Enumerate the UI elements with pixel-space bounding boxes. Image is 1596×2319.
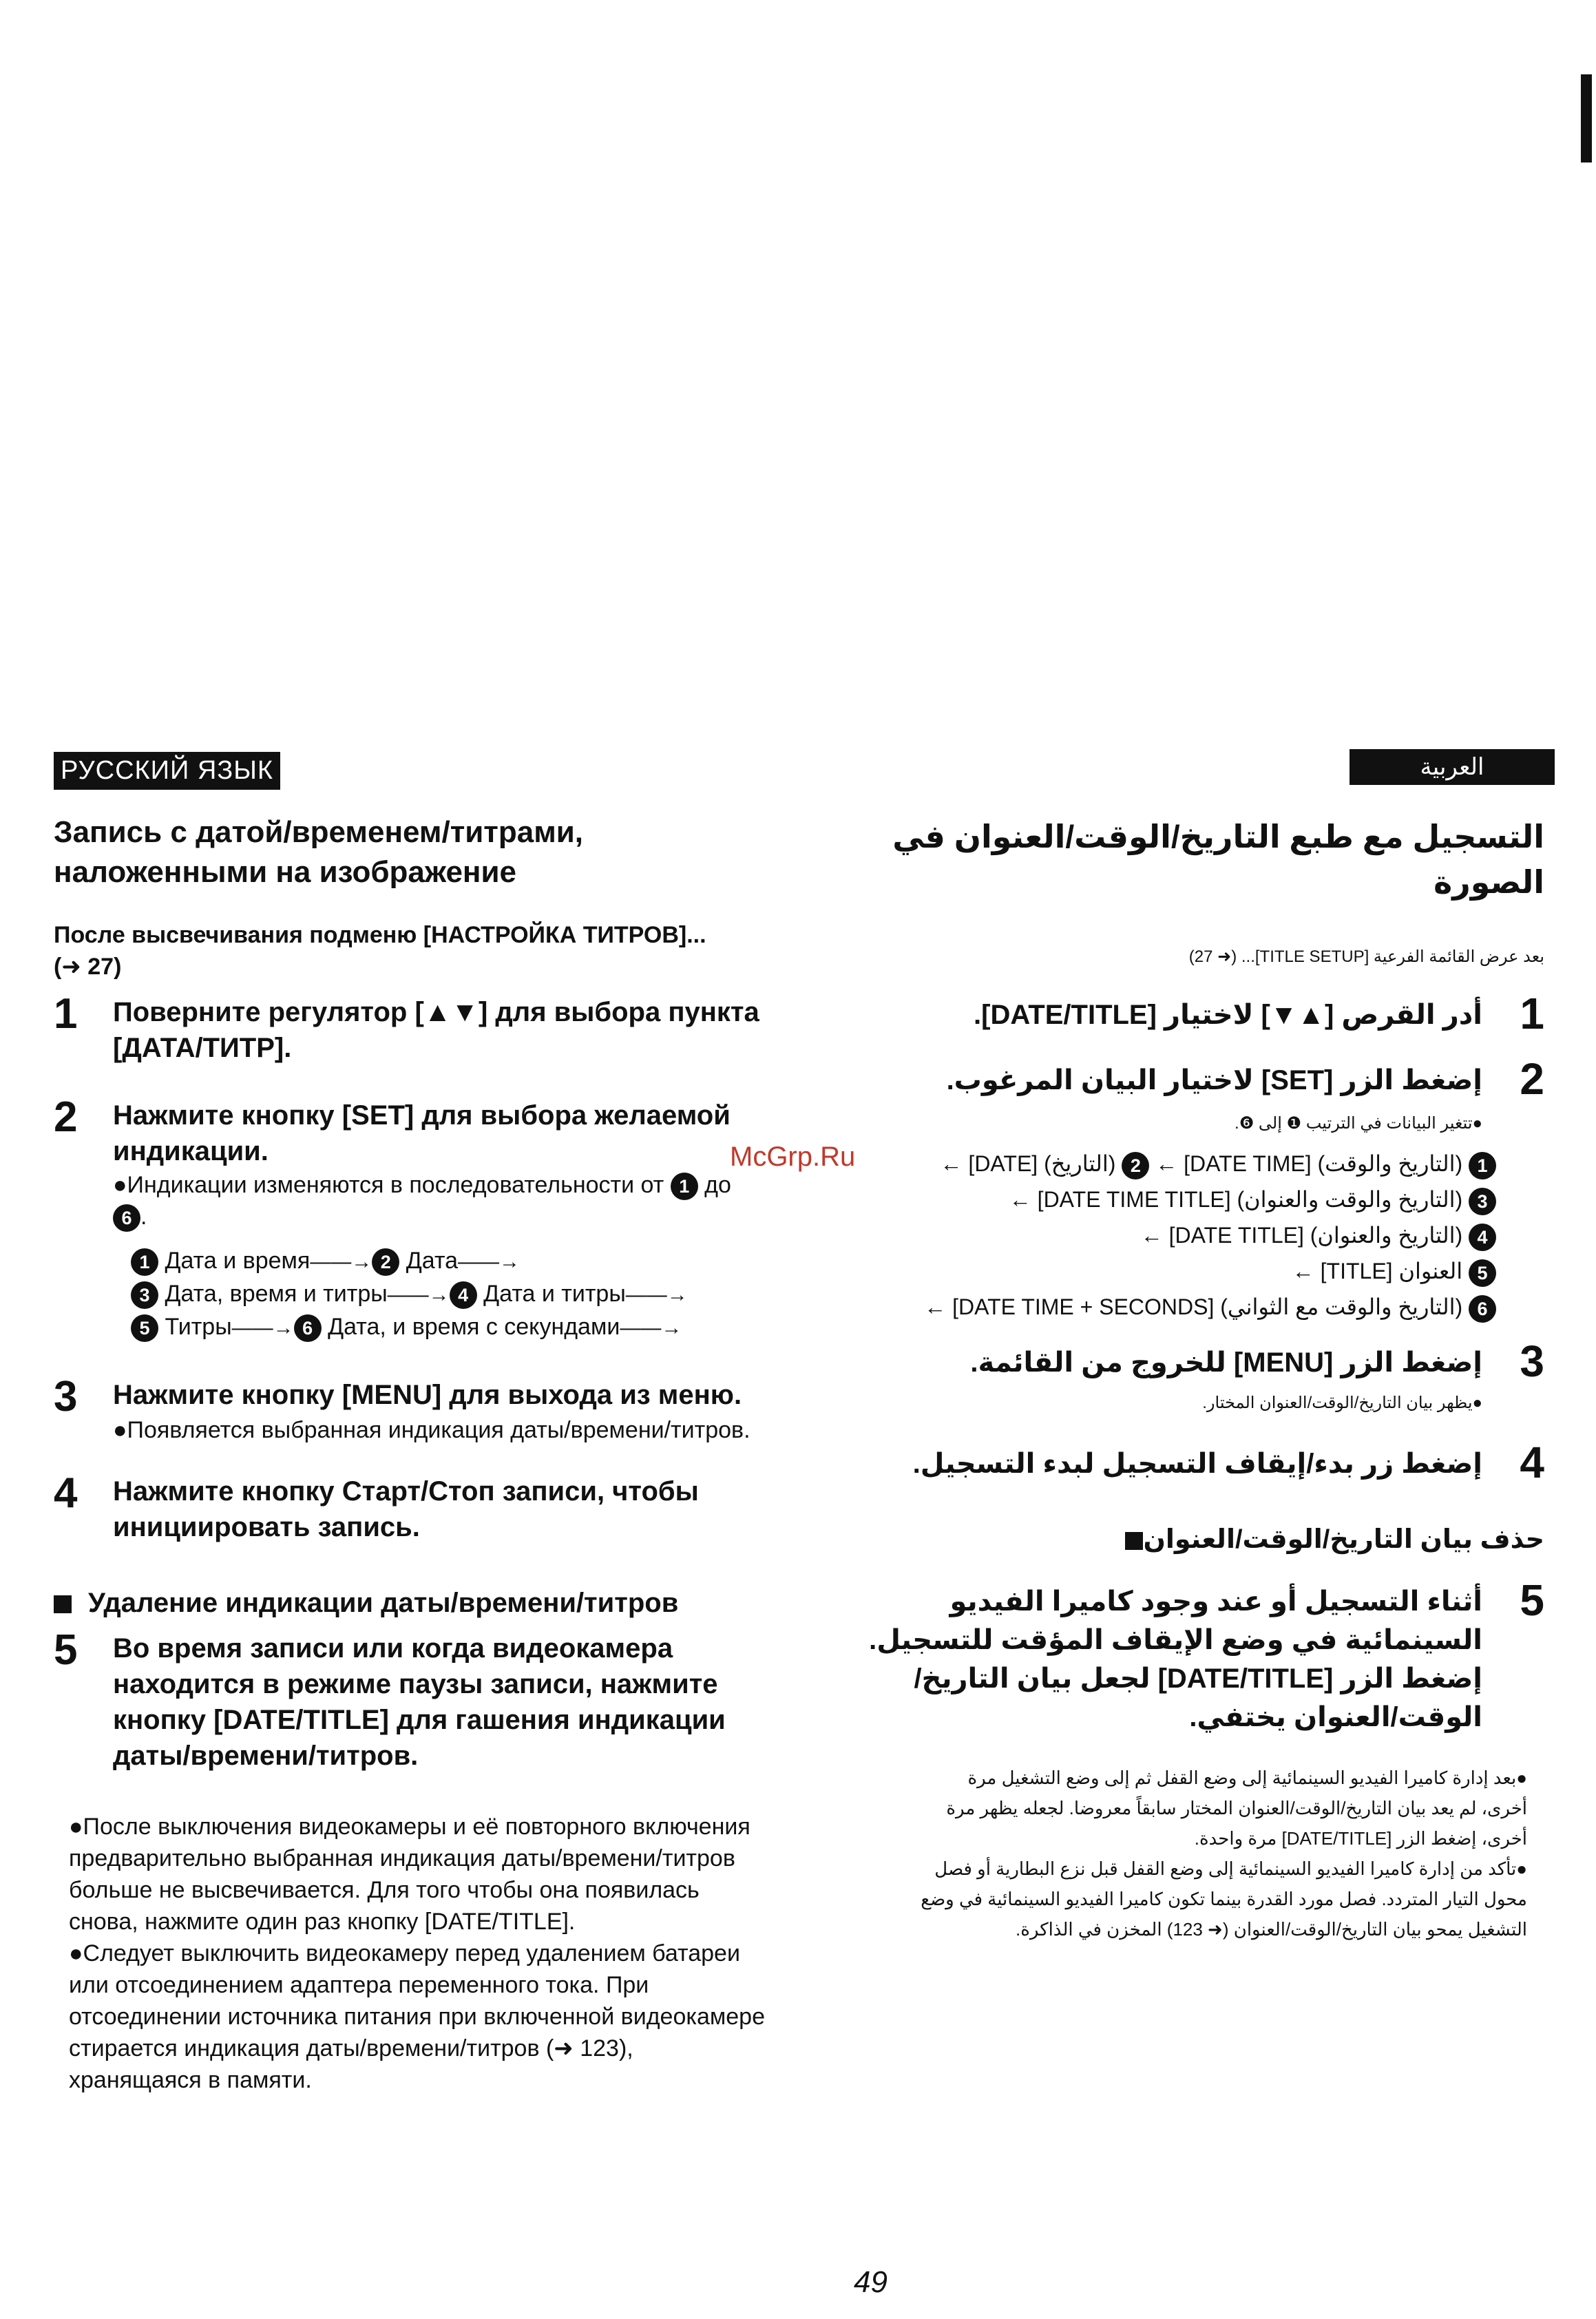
circled-number-icon: 6 [1469,1295,1496,1323]
note-line: или отсоединением адаптера переменного тока. При [69,1972,649,1998]
section-text: حذف بيان التاريخ/الوقت/العنوان [1143,1525,1544,1554]
step-line: Нажмите кнопку [MENU] для выхода из меню. [113,1380,742,1410]
circled-number-icon: 6 [294,1314,322,1342]
step-number: 2 [1520,1054,1544,1104]
note-line: محول التيار المتردد. فصل مورد القدرة بينما تكون كاميرا الفيديو السينمائية في وضع [921,1889,1527,1909]
page-edge-marker [1581,74,1592,162]
sequence-item: Дата [406,1248,459,1274]
step-line: إضغط الزر [DATE/TITLE] لجعل بيان التاريخ/ [914,1664,1482,1694]
step-note [113,1169,870,1232]
ru-title-line: наложенными на изображение [54,855,517,889]
sequence-item: (التاريخ والعنوان) [1310,1223,1463,1248]
step-line: Нажмите кнопку Старт/Стоп записи, чтобы [113,1476,699,1507]
sequence-row [1009,1182,1496,1217]
sequence-item: (التاريخ والوقت مع الثواني) [1220,1294,1463,1319]
sequence-item-en: [DATE TITLE] [1168,1223,1304,1248]
note-line: снова, нажмите один раз кнопку [DATE/TITLE]. [69,1909,576,1935]
ar-subtitle: بعد عرض القائمة الفرعية [TITLE SETUP]... (➜ 27) [1188,947,1544,966]
note-line: التشغيل يمحو بيان التاريخ/الوقت/العنوان (➜ 123) المخزن في الذاكرة. [1016,1919,1527,1940]
step-line: кнопку [DATE/TITLE] для гашения индикации [113,1705,726,1735]
step-line: Во время записи или когда видеокамера [113,1633,673,1664]
circled-number-icon: 5 [131,1314,158,1342]
sequence-item: (التاريخ والوقت) [1317,1151,1463,1176]
step-text [113,994,870,1066]
note-text: ●Индикации изменяются в последовательности от [113,1172,664,1198]
arrow-left-icon: ← [1292,1259,1314,1283]
note-line: أخرى، لم يعد بيان التاريخ/الوقت/العنوان المختار سابقاً معروضا. لجعله يظهر مرة [946,1798,1527,1818]
step-number: 5 [1520,1575,1544,1625]
step-line: инициировать запись. [113,1512,420,1542]
step-number: 3 [1520,1336,1544,1386]
step-line: даты/времени/титров. [113,1741,419,1771]
circled-number-icon: 3 [1469,1188,1496,1215]
arrow-right-icon: ——→ [310,1250,372,1273]
step-number: 3 [54,1373,78,1420]
ar-notes [811,1763,1527,1944]
step-line: أثناء التسجيل أو عند وجود كاميرا الفيديو [949,1586,1482,1617]
sequence-item: Титры [165,1314,232,1340]
note-line: ●После выключения видеокамеры и её повторного включения [69,1814,750,1840]
sequence-item: (التاريخ) [1044,1151,1116,1176]
step-line: Поверните регулятор [▲▼] для выбора пункта [113,997,759,1027]
sequence-row [131,1245,520,1278]
step-line: Нажмите кнопку [SET] для выбора желаемой [113,1100,731,1131]
ru-subtitle [54,919,866,983]
sequence-row [924,1290,1496,1324]
arrow-right-icon: ——→ [620,1316,682,1339]
step-text: إضغط زر بدء/إيقاف التسجيل لبدء التسجيل. [912,1449,1482,1479]
note-text: . [140,1204,147,1230]
ru-subtitle-line: После высвечивания подменю [НАСТРОЙКА ТИТРОВ]... [54,922,706,948]
step-text: إضغط الزر [SET] لاختيار البيان المرغوب. [946,1065,1482,1095]
ar-title-line: الصورة [1434,864,1544,900]
square-bullet-icon [54,1595,72,1613]
step-note: ●يظهر بيان التاريخ/الوقت/العنوان المختار. [1202,1394,1482,1412]
page-number: 49 [854,2265,888,2299]
step-number: 5 [54,1626,78,1674]
note-line: стирается индикация даты/времени/титров (➜ 123), [69,2035,633,2061]
step-line: индикации. [113,1136,269,1166]
ru-notes [69,1811,854,2096]
sequence-item: Дата и время [165,1248,311,1274]
language-label-arabic: العربية [1350,749,1555,785]
sequence-item: (التاريخ والوقت والعنوان) [1237,1187,1463,1212]
section-text: Удаление индикации даты/времени/титров [88,1588,679,1618]
sequence-row [131,1278,688,1311]
ar-page-title [787,814,1544,905]
sequence-item-en: [DATE TIME TITLE] [1037,1187,1231,1212]
sequence-item: Дата, время и титры [165,1281,388,1307]
arrow-right-icon: ——→ [625,1283,688,1306]
step-line: الوقت/العنوان يختفي. [1189,1702,1482,1732]
ar-title-line: التسجيل مع طبع التاريخ/الوقت/العنوان في [892,819,1544,854]
note-line: ●بعد إدارة كاميرا الفيديو السينمائية إلى وضع القفل ثم إلى وضع التشغيل مرة [967,1767,1527,1788]
sequence-row [1141,1218,1496,1252]
language-label-russian: РУССКИЙ ЯЗЫК [54,752,280,790]
arrow-left-icon: ← [1009,1187,1031,1212]
sequence-item-en: [TITLE] [1320,1259,1393,1283]
circled-number-icon: 1 [131,1248,158,1276]
arrow-left-icon: ← [1140,1223,1163,1248]
note-line: أخرى، إضغط الزر [DATE/TITLE] مرة واحدة. [1194,1828,1527,1849]
step-text: إضغط الزر [MENU] للخروج من القائمة. [970,1347,1482,1378]
sequence-item: Дата и титры [483,1281,626,1307]
note-line: ●تأكد من إدارة كاميرا الفيديو السينمائية إلى وضع القفل قبل نزع البطارية أو فصل [934,1858,1527,1879]
circled-number-icon: 1 [671,1173,698,1200]
note-text: до [704,1172,731,1198]
note-line: больше не высвечивается. Для того чтобы она появилась [69,1877,700,1903]
step-text [794,1582,1482,1736]
step-line: [ДАТА/ТИТР]. [113,1033,292,1063]
step-number: 1 [1520,989,1544,1038]
step-line: находится в режиме паузы записи, нажмите [113,1669,718,1699]
note-line: ●Следует выключить видеокамеру перед удалением батареи [69,1940,740,1966]
note-line: отсоединении источника питания при включенной видеокамере [69,2004,766,2030]
circled-number-icon: 3 [131,1281,158,1309]
circled-number-icon: 2 [1122,1152,1149,1179]
step-text [113,1377,870,1413]
circled-number-icon: 1 [1469,1152,1496,1179]
note-line: хранящаяся в памяти. [69,2067,312,2093]
arrow-right-icon: ——→ [387,1283,450,1306]
step-line: السينمائية في وضع الإيقاف المؤقت للتسجيل. [869,1625,1482,1655]
ru-page-title [54,812,866,892]
arrow-right-icon: ——→ [458,1250,521,1273]
arrow-left-icon: ← [924,1294,947,1319]
circled-number-icon: 4 [1469,1224,1496,1251]
arrow-left-icon: ← [940,1151,963,1176]
circled-number-icon: 6 [113,1204,140,1232]
circled-number-icon: 5 [1469,1259,1496,1287]
sequence-item: العنوان [1398,1259,1463,1283]
circled-number-icon: 2 [372,1248,399,1276]
step-text [113,1630,870,1774]
sequence-row [1292,1254,1496,1288]
sequence-item-en: [DATE] [968,1151,1038,1176]
sequence-row [941,1146,1496,1181]
square-bullet-icon [1125,1532,1143,1550]
circled-number-icon: 4 [450,1281,477,1309]
arrow-left-icon: ← [1155,1151,1178,1176]
step-number: 1 [54,990,78,1038]
sequence-item: Дата, и время с секундами [328,1314,620,1340]
sequence-item-en: [DATE TIME] [1184,1151,1312,1176]
note-line: предварительно выбранная индикация даты/времени/титров [69,1845,735,1871]
ar-section-heading [1109,1522,1544,1557]
step-number: 4 [54,1469,78,1517]
sequence-item-en: [DATE TIME + SECONDS] [952,1294,1215,1319]
step-text: أدر القرص [▲▼] لاختيار [DATE/TITLE]. [974,1000,1482,1030]
step-note: ●تتغير البيانات في الترتيب ❶ إلى ❻. [1235,1114,1482,1133]
ru-section-heading [54,1585,678,1621]
step-note: ●Появляется выбранная индикация даты/времени/титров. [113,1417,750,1443]
arrow-right-icon: ——→ [231,1316,294,1339]
step-number: 4 [1520,1438,1544,1487]
step-text [113,1473,870,1545]
ru-title-line: Запись с датой/временем/титрами, [54,815,584,849]
watermark-text: McGrp.Ru [730,1142,856,1172]
ru-subtitle-line: (➜ 27) [54,954,122,980]
step-number: 2 [54,1093,78,1141]
sequence-row [131,1311,682,1344]
